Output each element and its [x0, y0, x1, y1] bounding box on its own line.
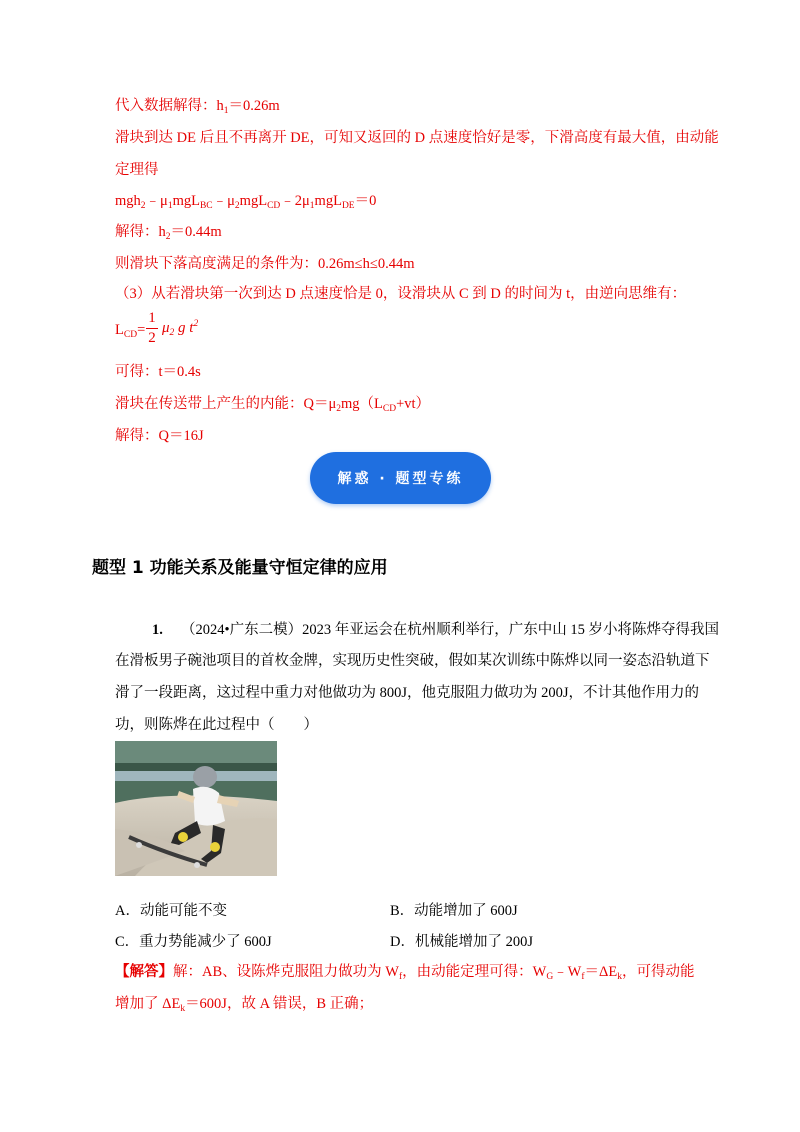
solution-line: 解得：Q＝16J: [115, 428, 204, 444]
question-line: 功，则陈烨在此过程中（ ）: [115, 717, 318, 733]
solution-line: 定理得: [115, 162, 159, 178]
option-d: D．机械能增加了 200J: [390, 934, 533, 950]
solution-equation: $mgh_2﹣\mu_1mgL_{BC}﹣\mu_2mgL_{CD}﹣2\mu_1mgL_{DE}=0$: [115, 193, 377, 211]
solution-line: 则滑块下落高度满足的条件为：0.26m≤h≤0.44m: [115, 256, 415, 272]
solution-line: 解得：$h_2=0.44m$: [115, 224, 222, 242]
practice-banner: 解惑 · 题型专练: [310, 452, 491, 504]
question-line: 1. （2024•广东二模）2023 年亚运会在杭州顺利举行，广东中山 15 岁小将陈烨夺得我国: [152, 622, 719, 638]
solution-line: 可得：t＝0.4s: [115, 364, 201, 380]
section-title: 题型 1 功能关系及能量守恒定律的应用: [92, 558, 388, 578]
option-a: A．动能可能不变: [115, 903, 227, 919]
solution-line: 滑块到达 DE 后且不再离开 DE，可知又返回的 D 点速度恰好是零，下滑高度有最大值，由动能: [115, 130, 719, 146]
answer-tag: 【解答】: [115, 964, 173, 980]
option-b: B．动能增加了 600J: [390, 903, 518, 919]
solution-line: （3）从若滑块第一次到达 D 点速度恰是 0，设滑块从 C 到 D 的时间为 t，由逆向思维有：: [115, 286, 687, 302]
question-number: 1.: [152, 622, 163, 638]
option-c: C．重力势能减少了 600J: [115, 934, 272, 950]
question-line: 滑了一段距离，这过程中重力对他做功为 800J，他克服阻力做功为 200J，不计其他作用力的: [115, 685, 700, 701]
fraction-one-half: 1 2: [146, 310, 158, 347]
answer-line: 增加了 $\Delta E_k=600J$，故 A 错误，B 正确；: [115, 996, 374, 1014]
answer-line: 【解答】解：AB、设陈烨克服阻力做功为 $W_f$，由动能定理可得：$W_G﹣W_f=\Delta E_k$，可得动能: [115, 964, 695, 982]
question-line: 在滑板男子碗池项目的首枚金牌，实现历史性突破，假如某次训练中陈烨以同一姿态沿轨道下: [115, 653, 710, 669]
skateboarder-photo: [115, 741, 277, 876]
skateboarder-illustration: [115, 741, 277, 876]
solution-line: 代入数据解得：$h_1=0.26m$: [115, 98, 280, 116]
solution-line: 滑块在传送带上产生的内能：$Q=\mu_2mg(L_{CD}+vt)$: [115, 396, 431, 414]
